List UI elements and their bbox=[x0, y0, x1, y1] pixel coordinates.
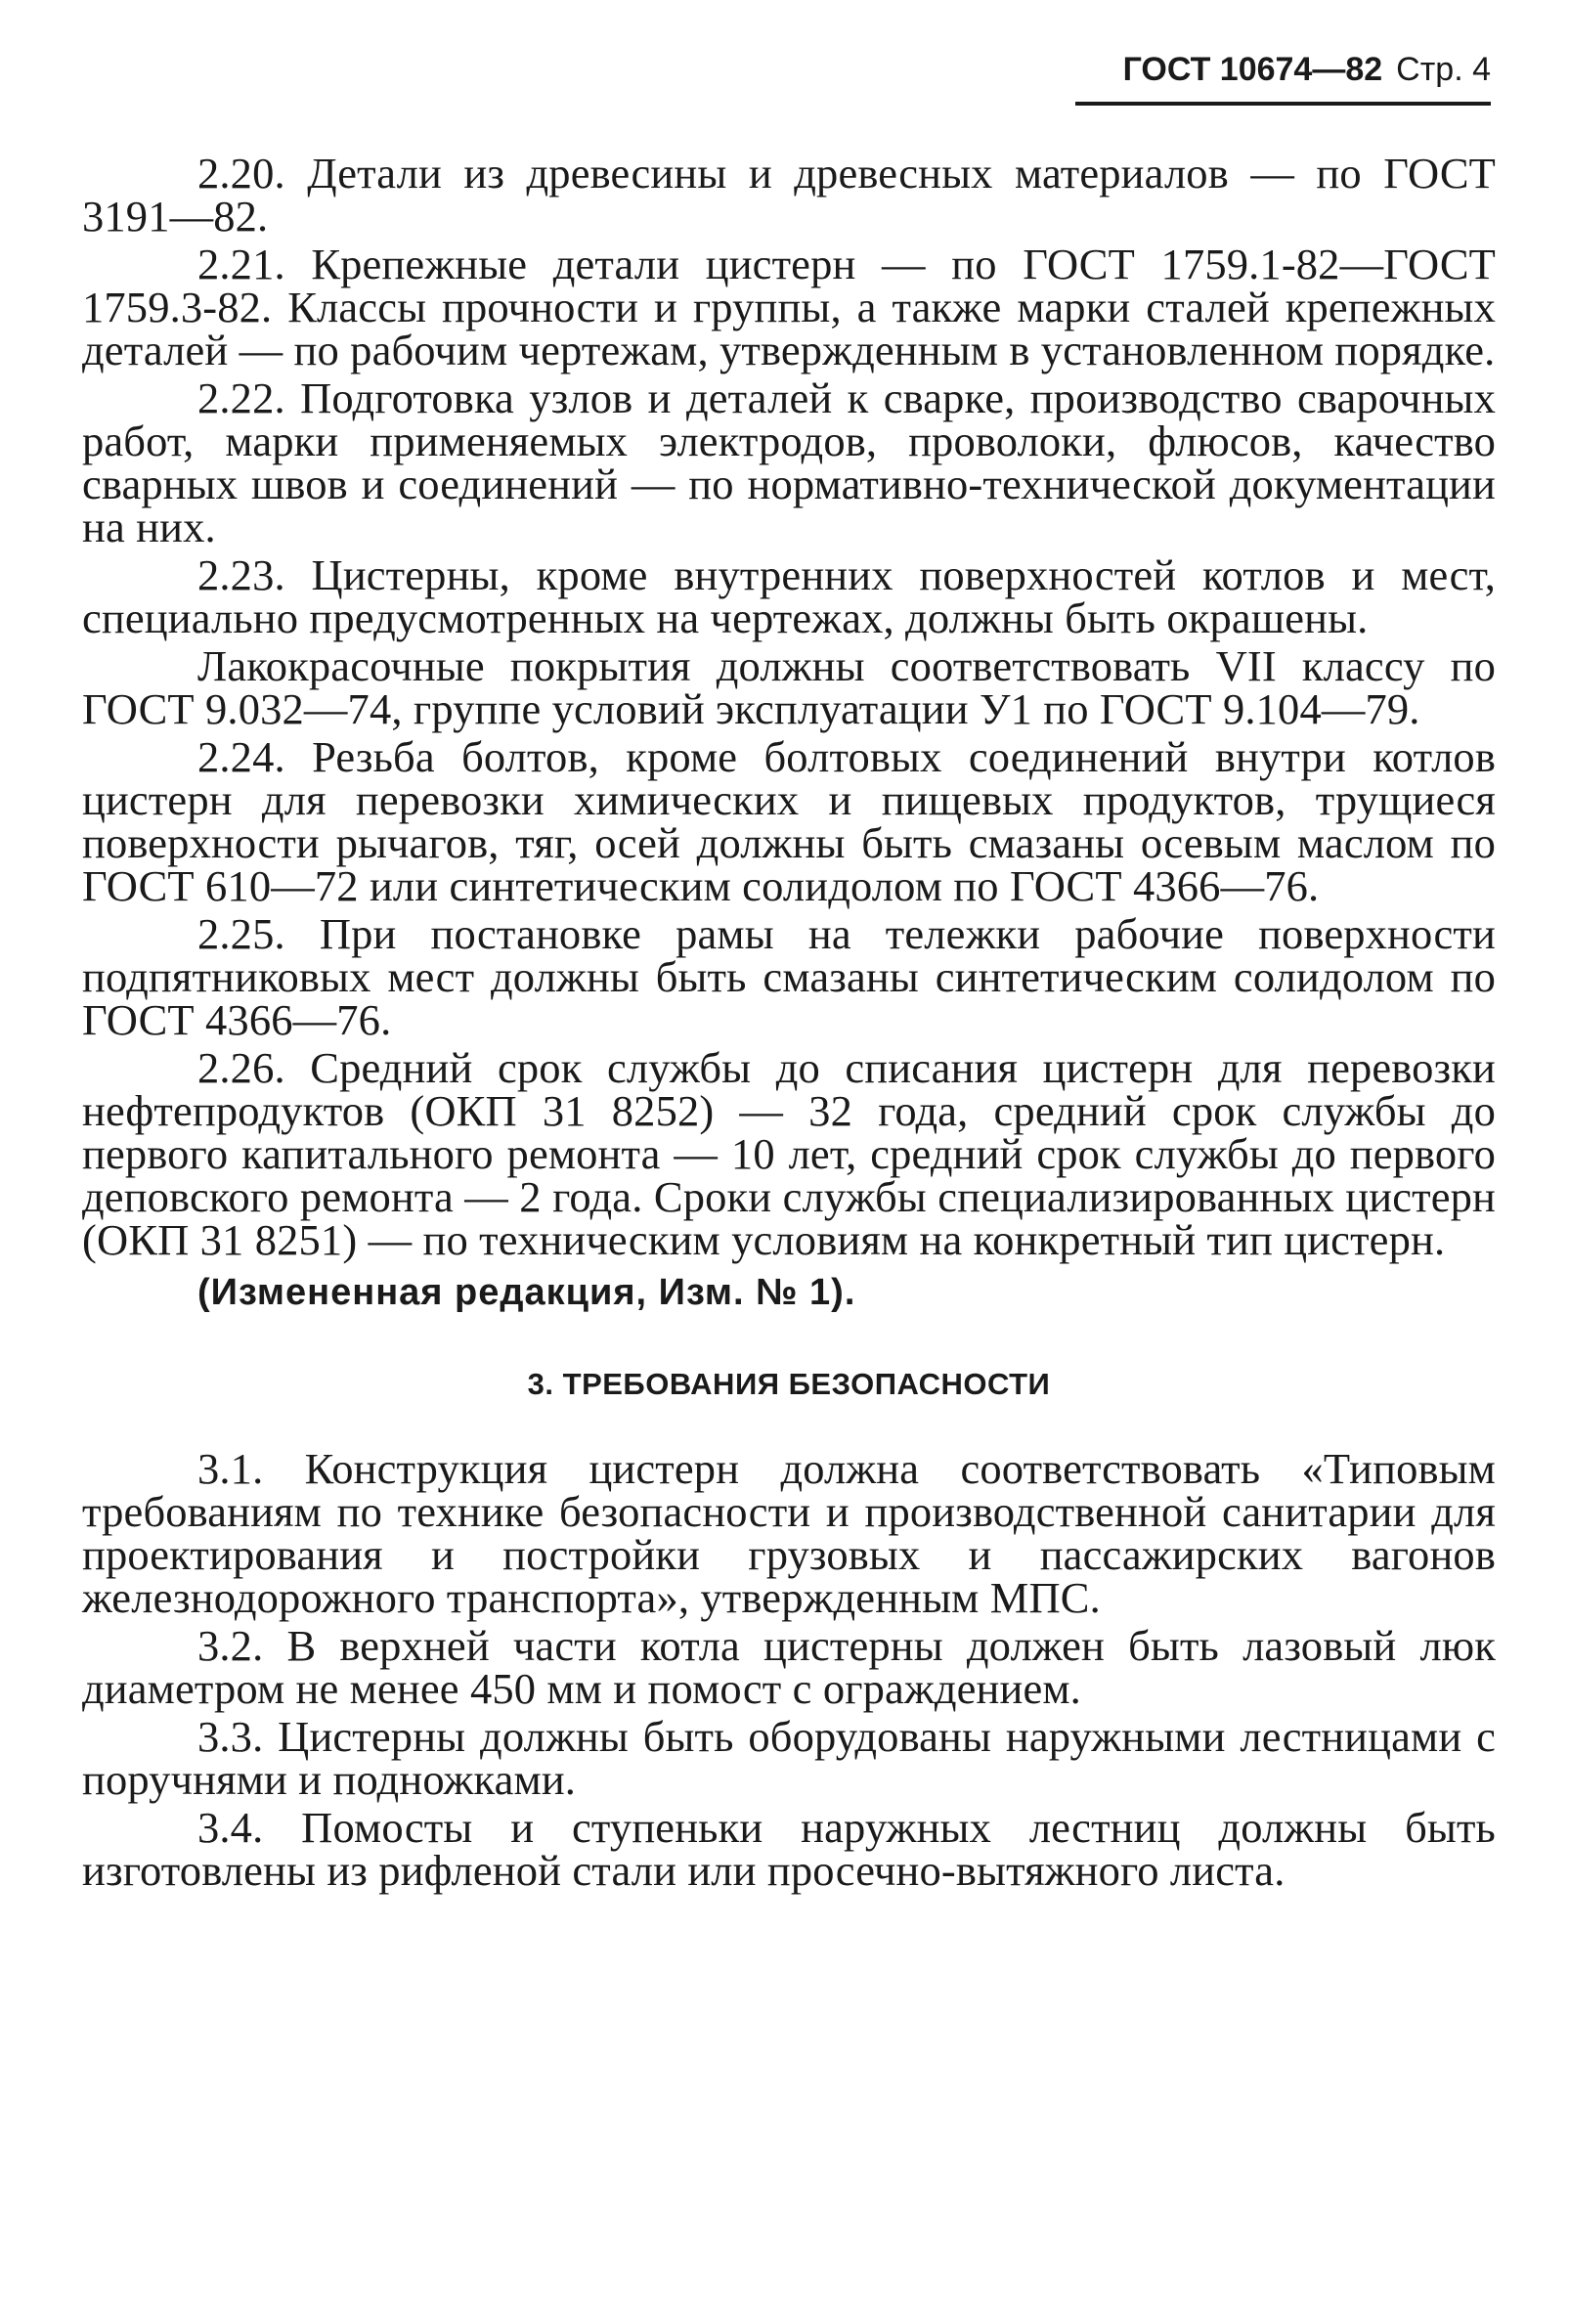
paragraph-2-22: 2.22. Подготовка узлов и деталей к сварке, производство сварочных работ, марки применяемых электродов, проволоки, флюсов, качество сварных швов и соединений — по нормативно-технической документации на них. bbox=[82, 373, 1496, 551]
amendment-note: (Измененная редакция, Изм. № 1). bbox=[197, 1272, 856, 1313]
paragraph-2-20: 2.20. Детали из древесины и древесных материалов — по ГОСТ 3191—82. bbox=[82, 149, 1496, 241]
paragraph-3-1: 3.1. Конструкция цистерн должна соответствовать «Типовым требованиям по технике безопасности и производственной санитарии для проектирования и постройки грузовых и пассажирских вагонов железнодорожного транспорта», утвержденным МПС. bbox=[82, 1444, 1496, 1622]
header-rule bbox=[1075, 102, 1491, 106]
paragraph-3-3: 3.3. Цистерны должны быть оборудованы наружными лестницами с поручнями и подножками. bbox=[82, 1712, 1496, 1804]
paragraph-3-2: 3.2. В верхней части котла цистерны должен быть лазовый люк диаметром не менее 450 мм и помост с ограждением. bbox=[82, 1621, 1496, 1713]
page-number: Стр. 4 bbox=[1396, 51, 1491, 88]
paragraph-coatings: Лакокрасочные покрытия должны соответствовать VII классу по ГОСТ 9.032—74, группе условий эксплуатации У1 по ГОСТ 9.104—79. bbox=[82, 641, 1496, 733]
standard-number: ГОСТ 10674—82 bbox=[1122, 51, 1383, 88]
paragraph-2-26: 2.26. Средний срок службы до списания цистерн для перевозки нефтепродуктов (ОКП 31 8252) — 32 года, средний срок службы до первого капитального ремонта — 10 лет, средний срок службы до первого деповского ремонта — 2 года. Сроки службы специализированных цистерн (ОКП 31 8251) — по техническим условиям на конкретный тип цистерн. bbox=[82, 1043, 1496, 1264]
paragraph-3-4: 3.4. Помосты и ступеньки наружных лестниц должны быть изготовлены из рифленой стали или просечно-вытяжного листа. bbox=[82, 1803, 1496, 1895]
section-title-safety: 3. ТРЕБОВАНИЯ БЕЗОПАСНОСТИ bbox=[527, 1367, 1051, 1401]
page-header bbox=[1123, 51, 1491, 89]
paragraph-2-25: 2.25. При постановке рамы на тележки рабочие поверхности подпятниковых мест должны быть смазаны синтетическим солидолом по ГОСТ 4366—76. bbox=[82, 909, 1496, 1044]
document-body bbox=[82, 149, 1496, 1897]
paragraph-2-24: 2.24. Резьба болтов, кроме болтовых соединений внутри котлов цистерн для перевозки химических и пищевых продуктов, трущиеся поверхности рычагов, тяг, осей должны быть смазаны осевым маслом по ГОСТ 610—72 или синтетическим солидолом по ГОСТ 4366—76. bbox=[82, 732, 1496, 910]
paragraph-2-21: 2.21. Крепежные детали цистерн — по ГОСТ 1759.1-82—ГОСТ 1759.3-82. Классы прочности и группы, а также марки сталей крепежных деталей — по рабочим чертежам, утвержденным в установленном порядке. bbox=[82, 240, 1496, 374]
paragraph-2-23: 2.23. Цистерны, кроме внутренних поверхностей котлов и мест, специально предусмотренных на чертежах, должны быть окрашены. bbox=[82, 550, 1496, 642]
